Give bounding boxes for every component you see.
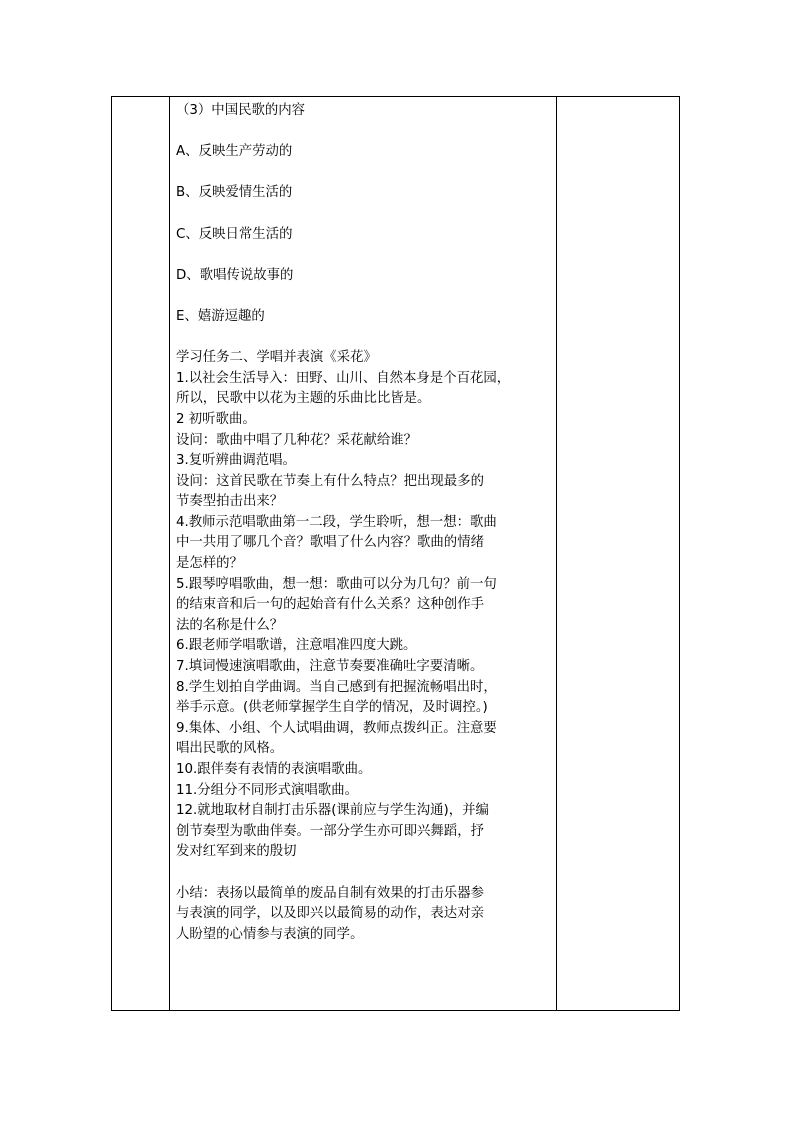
- text-line: 8.学生划拍自学曲调。当自己感到有把握流畅唱出时，: [176, 679, 497, 695]
- content-cell: [176, 97, 552, 945]
- text-line: 设问：歌曲中唱了几种花？采花献给谁？: [176, 432, 418, 448]
- text-line: 10.跟伴奏有表情的表演唱歌曲。: [176, 762, 372, 777]
- list-item: E、嬉游逗趣的: [176, 308, 265, 324]
- text-line: 举手示意。(供老师掌握学生自学的情况，及时调控。): [176, 700, 488, 716]
- text-line: 7.填词慢速演唱歌曲，注意节奏要准确吐字要清晰。: [176, 659, 484, 675]
- text-line: 的结束音和后一句的起始音有什么关系？这种创作手: [176, 597, 484, 613]
- text-line: 所以，民歌中以花为主题的乐曲比比皆是。: [176, 391, 431, 407]
- list-item: A、反映生产劳动的: [176, 144, 293, 160]
- text-line: 11.分组分不同形式演唱歌曲。: [176, 782, 358, 798]
- summary-line: 小结：表扬以最简单的废品自制有效果的打击乐器参: [176, 885, 484, 901]
- summary-line: 人盼望的心情参与表演的同学。: [176, 926, 364, 942]
- text-line: 4.教师示范唱歌曲第一二段，学生聆听，想一想：歌曲: [176, 514, 497, 530]
- text-line: 9.集体、小组、个人试唱曲调，教师点拨纠正。注意要: [176, 720, 497, 736]
- task-heading: 学习任务二、学唱并表演《采花》: [176, 350, 377, 366]
- section-heading: （3）中国民歌的内容: [176, 103, 306, 118]
- summary-line: 与表演的同学，以及即兴以最简易的动作，表达对亲: [176, 906, 484, 922]
- column-divider-right: [556, 97, 557, 1010]
- lesson-plan-table: [111, 96, 680, 1011]
- text-line: 2 初听歌曲。: [176, 411, 256, 427]
- text-line: 1.以社会生活导入：田野、山川、自然本身是个百花园，: [176, 370, 511, 386]
- text-line: 唱出民歌的风格。: [176, 741, 284, 757]
- text-line: 6.跟老师学唱歌谱，注意唱准四度大跳。: [176, 638, 417, 654]
- text-line: 创节奏型为歌曲伴奏。一部分学生亦可即兴舞蹈，抒: [176, 823, 484, 839]
- column-divider-left: [169, 97, 170, 1010]
- list-item: B、反映爱情生活的: [176, 185, 293, 201]
- text-line: 5.跟琴哼唱歌曲，想一想：歌曲可以分为几句？前一句: [176, 576, 497, 592]
- list-item: D、歌唱传说故事的: [176, 267, 294, 283]
- text-line: 是怎样的？: [176, 556, 243, 572]
- text-line: 12.就地取材自制打击乐器(课前应与学生沟通)，并编: [176, 803, 489, 819]
- text-line: 中一共用了哪几个音？歌唱了什么内容？歌曲的情绪: [176, 535, 484, 551]
- text-line: 3.复听辨曲调范唱。: [176, 453, 296, 469]
- list-item: C、反映日常生活的: [176, 226, 293, 242]
- text-line: 发对红军到来的殷切: [176, 844, 297, 860]
- text-line: 设问：这首民歌在节奏上有什么特点？把出现最多的: [176, 473, 484, 489]
- text-line: 法的名称是什么？: [176, 617, 284, 633]
- text-line: 节奏型拍击出来？: [176, 494, 284, 510]
